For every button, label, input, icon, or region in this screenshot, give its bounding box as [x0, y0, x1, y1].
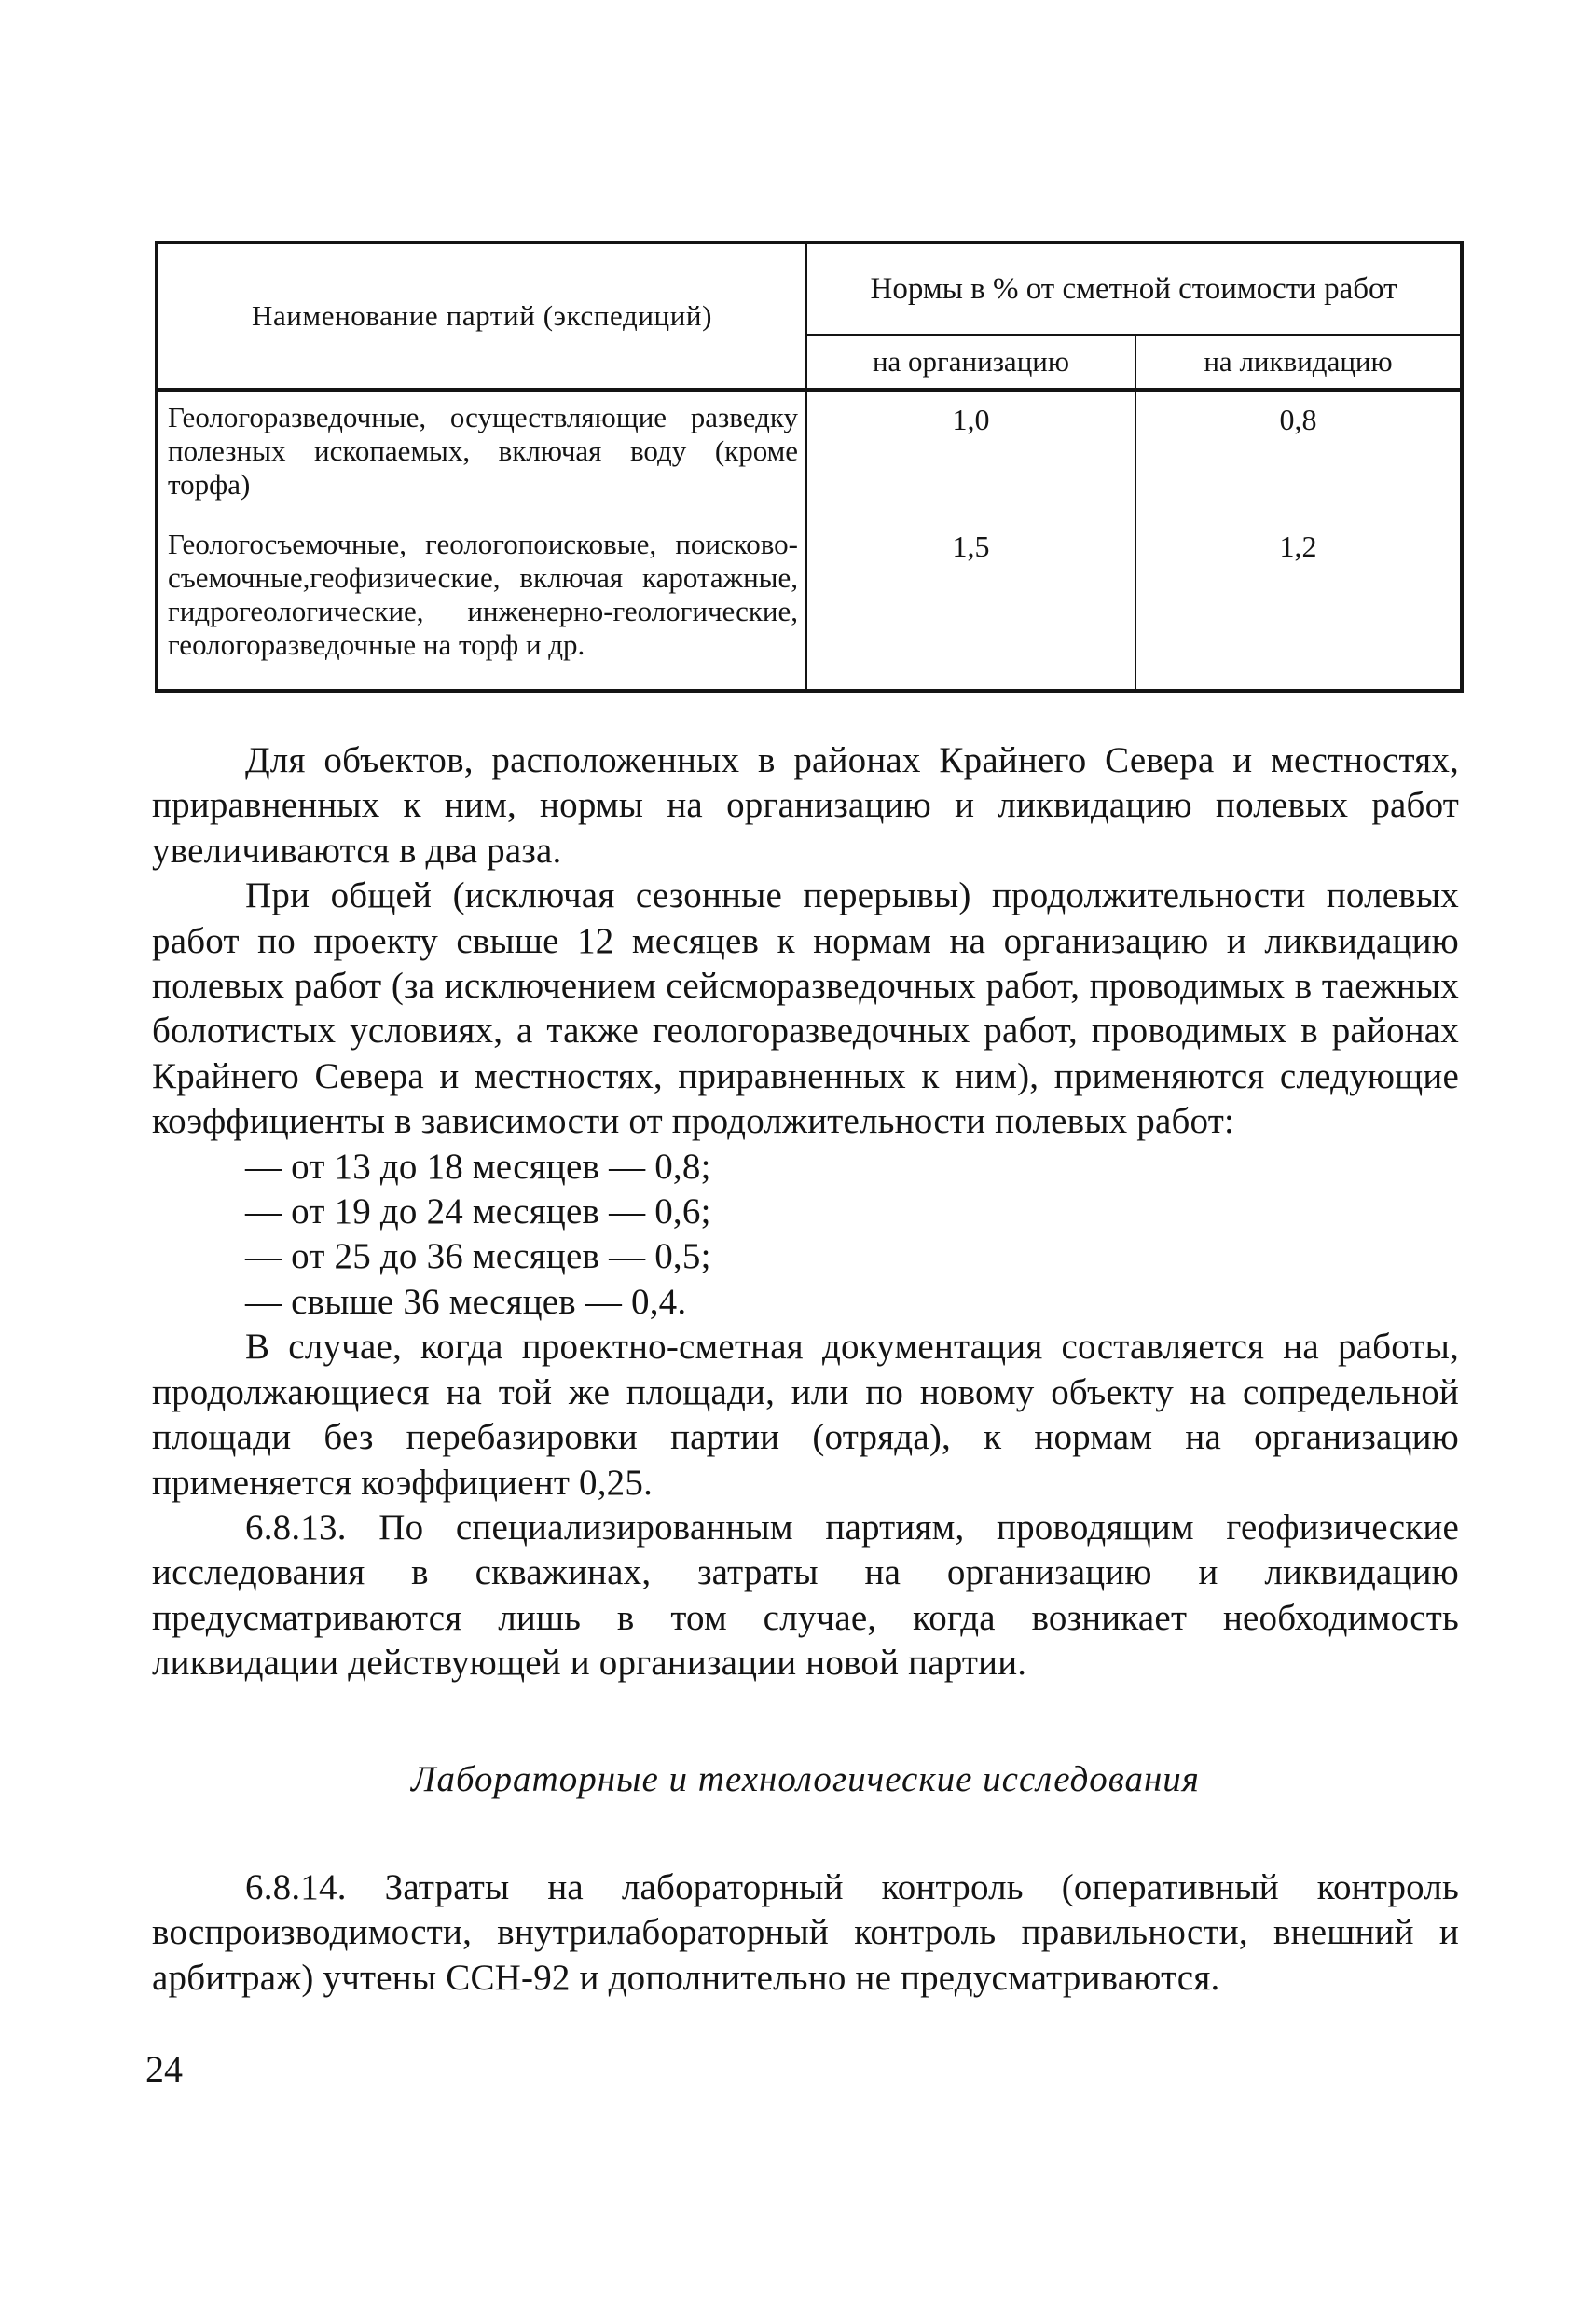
paragraph-duration: При общей (исключая сезонные перерывы) продолжительности полевых работ по проекту свыше 12 месяцев к нормам на организацию и ликвидацию полевых работ (за исключением сейсморазведочных работ, проводимых в таежных болотистых условиях, а также геологоразведочных работ, проводимых в районах Крайнего Севера и местностях, приравненных к ним), применяются следующие коэффициенты в зависимости от продолжительности полевых работ:	[152, 875, 1459, 1142]
list-item: — от 25 до 36 месяцев — 0,5;	[245, 1236, 711, 1277]
organization-norm-cell: 1,5	[806, 518, 1135, 691]
header-organization: на организацию	[806, 335, 1135, 390]
table-row	[157, 390, 1462, 518]
paragraph-6-8-14: 6.8.14. Затраты на лабораторный контроль (оперативный контроль воспроизводимости, внутрилабораторный контроль правильности, внешний и арбитраж) учтены ССН-92 и дополнительно не предусматриваются.	[152, 1866, 1459, 1998]
liquidation-norm-cell: 1,2	[1135, 518, 1462, 691]
party-name-cell: Геологоразведочные, осуществляющие разведку полезных ископаемых, включая воду (кроме торфа)	[157, 390, 806, 518]
header-norms: Нормы в % от сметной стоимости работ	[806, 242, 1462, 335]
table-row	[157, 518, 1462, 691]
list-item: — от 19 до 24 месяцев — 0,6;	[245, 1191, 711, 1232]
organization-norm-cell: 1,0	[806, 390, 1135, 518]
page-number: 24	[145, 2048, 183, 2090]
table-header-row	[157, 242, 1462, 335]
list-item: — свыше 36 месяцев — 0,4.	[245, 1281, 687, 1322]
liquidation-norm-cell: 0,8	[1135, 390, 1462, 518]
paragraph-far-north: Для объектов, расположенных в районах Крайнего Севера и местностях, приравненных к ним, нормы на организацию и ликвидацию полевых работ увеличиваются в два раза.	[152, 740, 1459, 871]
header-party-name: Наименование партий (экспедиций)	[157, 242, 806, 390]
norms-table	[155, 241, 1464, 693]
body-text	[152, 738, 1459, 2001]
coefficient-list	[152, 1145, 1459, 1326]
paragraph-same-area: В случае, когда проектно-сметная документация составляется на работы, продолжающиеся на той же площади, или по новому объекту на сопредельной площади без перебазировки партии (отряда), к нормам на организацию применяется коэффициент 0,25.	[152, 1327, 1459, 1503]
section-title: Лабораторные и технологические исследования	[411, 1758, 1200, 1799]
paragraph-6-8-13: 6.8.13. По специализированным партиям, проводящим геофизические исследования в скважинах, затраты на организацию и ликвидацию предусматриваются лишь в том случае, когда возникает необходимость ликвидации действующей и организации новой партии.	[152, 1507, 1459, 1684]
party-name-cell: Геологосъемочные, геологопоисковые, поисково-съемочные,геофизические, включая каротажные, гидрогеологические, инженерно-геологические, геологоразведочные на торф и др.	[157, 518, 806, 691]
list-item: — от 13 до 18 месяцев — 0,8;	[245, 1146, 711, 1187]
header-liquidation: на ликвидацию	[1135, 335, 1462, 390]
